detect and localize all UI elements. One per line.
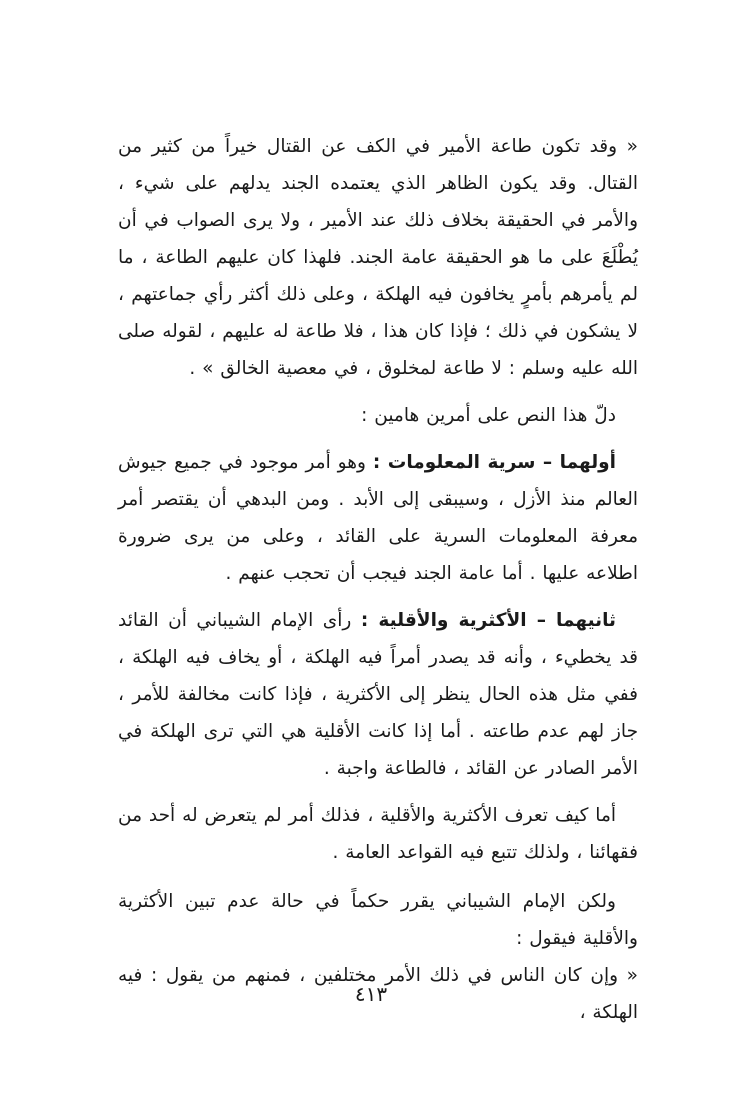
- paragraph-quote-opening: « وقد تكون طاعة الأمير في الكف عن القتال خيراً من كثير من القتال. وقد يكون الظاهر الذي يعتمده الجند يدلهم على شيء ، والأمر في الحقيقة بخلاف ذلك عند الأمير ، ولا يرى الصواب في أن يُطْلَعَ على ما هو الحقيقة عامة الجند. فلهذا كان عليهم الطاعة ، ما لم يأمرهم بأمرٍ يخافون فيه الهلكة ، وعلى ذلك أكثر رأي جماعتهم ، لا يشكون في ذلك ؛ فإذا كان هذا ، فلا طاعة له عليهم ، لقوله صلى الله عليه وسلم : لا طاعة لمخلوق ، في معصية الخالق » .: [118, 136, 638, 379]
- paragraph-second-point: [118, 602, 638, 787]
- page-number: ٤١٣: [354, 982, 388, 1006]
- second-point-heading: ثانيهما – الأكثرية والأقلية :: [360, 610, 616, 631]
- paragraph-how-known: أما كيف تعرف الأكثرية والأقلية ، فذلك أمر لم يتعرض له أحد من فقهائنا ، ولذلك تتبع فيه القواعد العامة .: [118, 805, 638, 863]
- paragraph-first-point: [118, 444, 638, 592]
- paragraph-rule: ولكن الإمام الشيباني يقرر حكماً في حالة عدم تبين الأكثرية والأقلية فيقول :: [118, 891, 638, 949]
- paragraph-intro: دلّ هذا النص على أمرين هامين :: [361, 405, 616, 426]
- body-text: [118, 128, 638, 1031]
- paragraph-quote-second: « وإن كان الناس في ذلك الأمر مختلفين ، فمنهم من يقول : فيه الهلكة ،: [118, 965, 638, 1023]
- first-point-text: وهو أمر موجود في جميع جيوش العالم منذ الأزل ، وسيبقى إلى الأبد . ومن البدهي أن يقتصر أمر معرفة المعلومات السرية على القائد ، وعلى من يرى ضرورة اطلاعه عليها . أما عامة الجند فيجب أن تحجب عنهم .: [118, 452, 638, 584]
- first-point-heading: أولهما – سرية المعلومات :: [372, 452, 616, 473]
- second-point-text: رأى الإمام الشيباني أن القائد قد يخطيء ، وأنه قد يصدر أمراً فيه الهلكة ، أو يخاف فيه الهلكة ، ففي مثل هذه الحال ينظر إلى الأكثرية ، فإذا كانت مخالفة للأمر ، جاز لهم عدم طاعته . أما إذا كانت الأقلية هي التي ترى الهلكة في الأمر الصادر عن القائد ، فالطاعة واجبة .: [118, 610, 638, 779]
